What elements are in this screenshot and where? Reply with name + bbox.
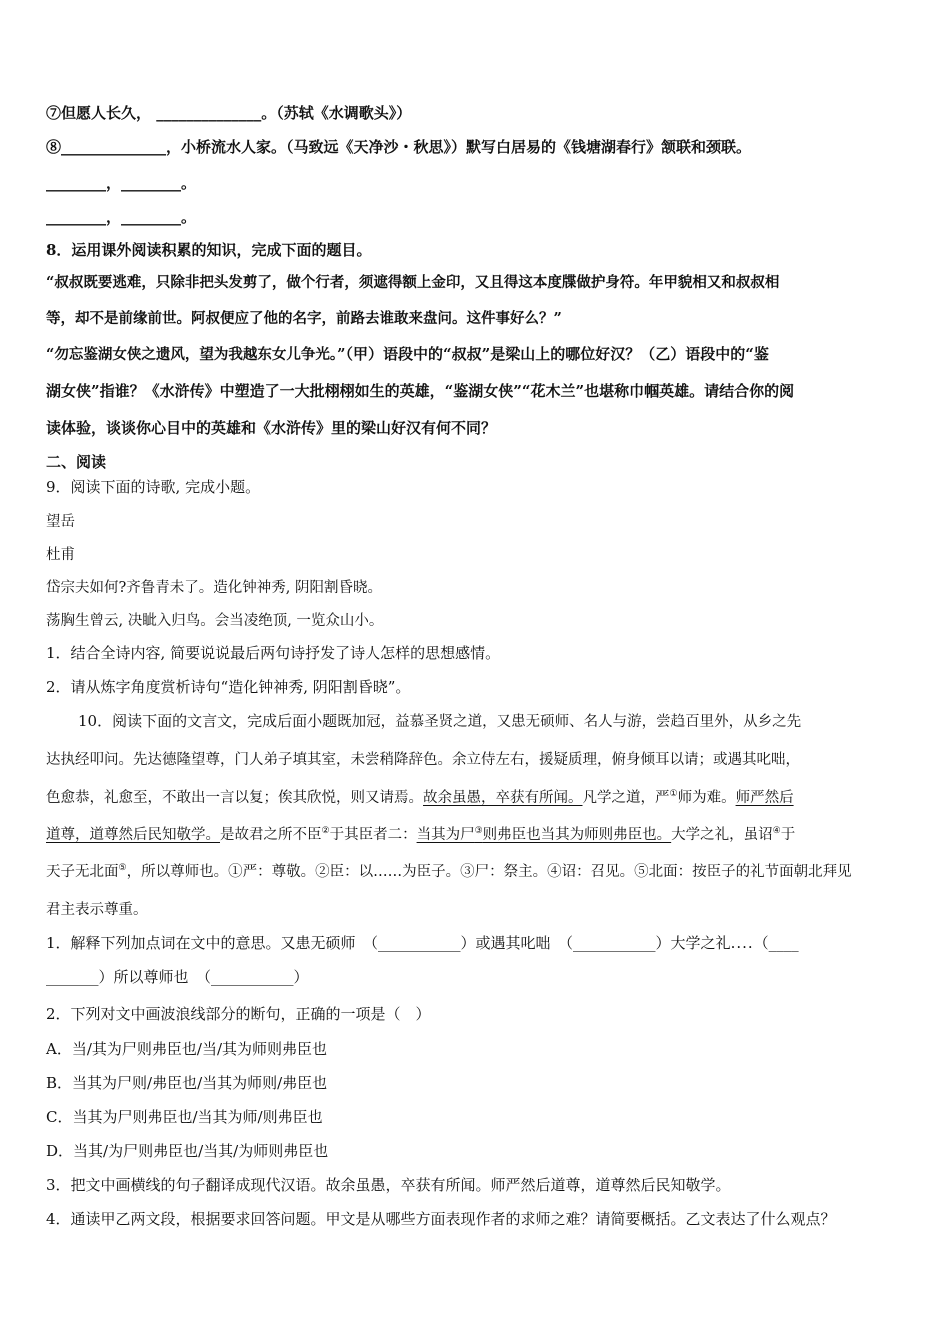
q10-prompt: 10．阅读下面的文言文，完成后面小题 <box>78 712 338 730</box>
footnote-mark-2: ② <box>321 826 330 837</box>
footnote-mark-5: ⑤ <box>118 863 127 874</box>
underlined-sentence-2: 师严然后 <box>735 790 794 806</box>
q10-sub-3: 3．把文中画横线的句子翻译成现代汉语。故余虽愚，卒获有所闻。师严然后道尊，道尊然后民知敬学。 <box>46 1176 731 1194</box>
underlined-sentence-2-cont: 道尊，道尊然后民知敬学。 <box>46 827 220 843</box>
q7-line-8: ⑧______________，小桥流水人家。（马致远《天净沙・秋思》）默写白居易的《钱塘湖春行》颔联和颈联。 <box>46 138 752 156</box>
option-c: C．当其为尸则弗臣也/当其为师/则弗臣也 <box>46 1108 323 1126</box>
poem-title: 望岳 <box>46 514 75 530</box>
footnotes: ，所以尊师也。①严：尊敬。②臣：以……为臣子。③尸：祭主。④诏：召见。⑤北面：按臣子的礼节面朝北拜见 <box>126 864 852 880</box>
q9-sub-1: 1．结合全诗内容, 简要说说最后两句诗抒发了诗人怎样的思想感情。 <box>46 644 501 662</box>
section-heading: 二、阅读 <box>46 453 107 471</box>
passage-text: 于 <box>780 827 796 843</box>
q10-sub-1-line-1 <box>46 932 799 953</box>
passage-text: 天子无北面 <box>46 864 119 880</box>
passage-text: 于其臣者二： <box>329 827 417 843</box>
q10-sub-1-blank: （____ <box>753 934 799 952</box>
q9-prompt: 9．阅读下面的诗歌, 完成小题。 <box>46 478 261 496</box>
passage-text: 色愈恭，礼愈至，不敢出一言以复；俟其欣悦，则又请焉。 <box>46 790 423 806</box>
option-d: D．当其/为尸则弗臣也/当其/为师则弗臣也 <box>46 1142 329 1160</box>
emphasis-dots: .... <box>730 934 754 952</box>
q7-blank-line-1: ________，________。 <box>46 174 197 192</box>
underlined-sentence-1: 故余虽愚，卒获有所闻。 <box>423 790 583 806</box>
q8-question-start: （甲）语段中的“叔叔”是梁山上的哪位好汉？（乙）语段中的“鉴 <box>345 345 769 363</box>
q10-sub-4: 4．通读甲乙两文段，根据要求回答问题。甲文是从哪些方面表现作者的求师之难？请简要概括。乙文表达了什么观点？ <box>46 1210 836 1228</box>
q10-sub-1-text: 1．解释下列加点词在文中的意思。又患无硕师 （___________）或遇其叱咄 （___________）大学之礼 <box>46 934 731 952</box>
passage-text: 是故君之所不臣 <box>220 827 322 843</box>
q8-line-3: 读体验，谈谈你心目中的英雄和《水浒传》里的梁山好汉有何不同？ <box>46 419 497 437</box>
q10-para-line-3 <box>46 786 794 807</box>
option-b: B．当其为尸则/弗臣也/当其为师则/弗臣也 <box>46 1074 328 1092</box>
q8-prompt: 8．运用课外阅读积累的知识，完成下面的题目。 <box>46 241 372 259</box>
footnote-mark-1: ① <box>669 789 678 800</box>
option-a: A．当/其为尸则弗臣也/当/其为师则弗臣也 <box>46 1040 327 1058</box>
footnote-mark-4: ④ <box>772 826 781 837</box>
q8-quote-a-line-1: “叔叔既要逃难，只除非把头发剪了，做个行者，须遮得额上金印，又且得这本度牒做护身符。年甲貌相又和叔叔相 <box>46 274 780 291</box>
wavy-line-text <box>417 827 672 843</box>
q7-blank-line-2: ________，________。 <box>46 208 197 226</box>
q8-quote-a-line-2: 等，却不是前缘前世。阿叔便应了他的名字，前路去谁敢来盘问。这件事好么？” <box>46 310 562 327</box>
passage-text: 师为难。 <box>677 790 736 806</box>
poem-line-2: 荡胸生曾云, 决眦入归鸟。会当凌绝顶, 一览众山小。 <box>46 613 384 629</box>
q8-line-2: 湖女侠”指谁？《水浒传》中塑造了一大批栩栩如生的英雄，“鉴湖女侠”“花木兰”也堪称巾帼英雄。请结合你的阅 <box>46 382 795 400</box>
q9-sub-2: 2．请从炼字角度赏析诗句“造化钟神秀, 阴阳割昏晓”。 <box>46 678 411 696</box>
q7-line-7: ⑦但愿人长久， ______________。（苏轼《水调歌头》） <box>46 104 412 122</box>
footnote-mark-3: ③ <box>474 826 483 837</box>
passage-text: 大学之礼，虽诏 <box>671 827 773 843</box>
q8-quote-b: “勿忘鉴湖女侠之遗风，望为我越东女儿争光。” <box>46 346 346 363</box>
q10-para-line-6: 君主表示尊重。 <box>46 902 148 918</box>
q8-line-1 <box>46 343 769 364</box>
q10-sub-1-line-2: _______）所以尊师也 （___________） <box>46 968 309 986</box>
passage-text: 凡学之道，严 <box>582 790 670 806</box>
q10-para-line-1 <box>78 710 801 731</box>
passage-text: 既加冠，益慕圣贤之道，又患无硕师、名人与游，尝趋百里外，从乡之先 <box>337 714 802 730</box>
poem-line-1: 岱宗夫如何?齐鲁青未了。造化钟神秀, 阴阳割昏晓。 <box>46 580 382 596</box>
poem-author: 杜甫 <box>46 547 75 563</box>
q10-para-line-5 <box>46 860 852 881</box>
q10-para-line-4 <box>46 823 795 844</box>
wavy-text-1: 当其为尸 <box>416 827 475 843</box>
q10-sub-2: 2．下列对文中画波浪线部分的断句，正确的一项是（ ） <box>46 1005 431 1023</box>
q10-para-line-2: 达执经叩问。先达德隆望尊，门人弟子填其室，未尝稍降辞色。余立侍左右，援疑质理，俯身倾耳以请；或遇其叱咄， <box>46 752 800 768</box>
wavy-text-2: 则弗臣也当其为师则弗臣也。 <box>482 827 672 843</box>
